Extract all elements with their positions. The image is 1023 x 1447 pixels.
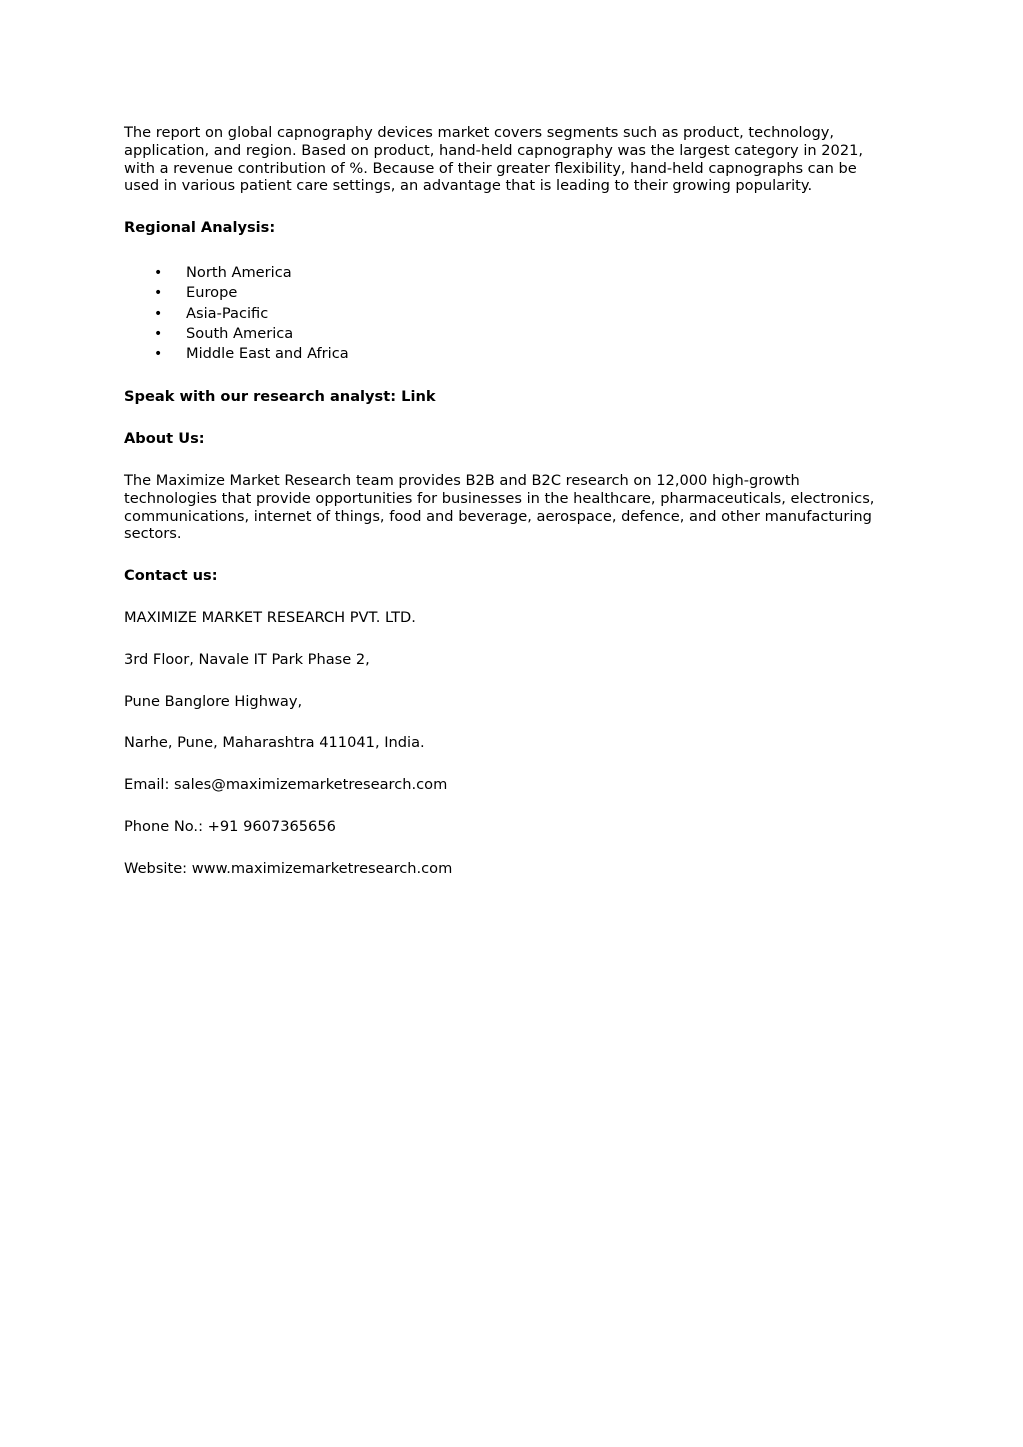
- region-item-europe: [124, 283, 894, 303]
- document-page: [124, 124, 894, 878]
- bullet-icon: •: [154, 346, 163, 363]
- address-line-1: 3rd Floor, Navale IT Park Phase 2,: [124, 650, 370, 668]
- bullet-icon: •: [154, 305, 163, 322]
- about-us-heading: About Us:: [124, 430, 205, 448]
- region-item-south-america: [124, 324, 894, 344]
- analyst-link[interactable]: Link: [401, 388, 436, 406]
- analyst-label: Speak with our research analyst:: [124, 388, 402, 406]
- analyst-line: [124, 388, 894, 406]
- address-line-3: Narhe, Pune, Maharashtra 411041, India.: [124, 734, 425, 752]
- regional-analysis-heading: Regional Analysis:: [124, 219, 276, 237]
- contact-email: Email: sales@maximizemarketresearch.com: [124, 776, 448, 794]
- region-label: Middle East and Africa: [186, 345, 349, 363]
- bullet-icon: •: [154, 264, 163, 281]
- bullet-icon: •: [154, 285, 163, 302]
- contact-phone: Phone No.: +91 9607365656: [124, 818, 336, 836]
- region-label: South America: [186, 324, 294, 342]
- region-label: Asia-Pacific: [186, 304, 269, 322]
- region-label: North America: [186, 263, 292, 281]
- region-list: [124, 263, 894, 364]
- region-label: Europe: [186, 284, 238, 302]
- region-item-asia-pacific: [124, 304, 894, 324]
- contact-website: Website: www.maximizemarketresearch.com: [124, 859, 453, 877]
- contact-us-heading: Contact us:: [124, 567, 218, 585]
- intro-paragraph: The report on global capnography devices market covers segments such as product, technology, application, and region. Based on product, hand-held capnography was the largest category in 2021, with a revenue contribution of %. Because of their greater flexibility, hand-held capnographs can be used in various patient care settings, an advantage that is leading to their growing popularity.: [124, 124, 864, 195]
- company-name: MAXIMIZE MARKET RESEARCH PVT. LTD.: [124, 609, 416, 627]
- about-us-paragraph: The Maximize Market Research team provides B2B and B2C research on 12,000 high-growth technologies that provide opportunities for businesses in the healthcare, pharmaceuticals, electronics, communications, internet of things, food and beverage, aerospace, defence, and other manufacturing sectors.: [124, 472, 875, 543]
- address-line-2: Pune Banglore Highway,: [124, 692, 303, 710]
- bullet-icon: •: [154, 325, 163, 342]
- region-item-middle-east-africa: [124, 344, 894, 364]
- region-item-north-america: [124, 263, 894, 283]
